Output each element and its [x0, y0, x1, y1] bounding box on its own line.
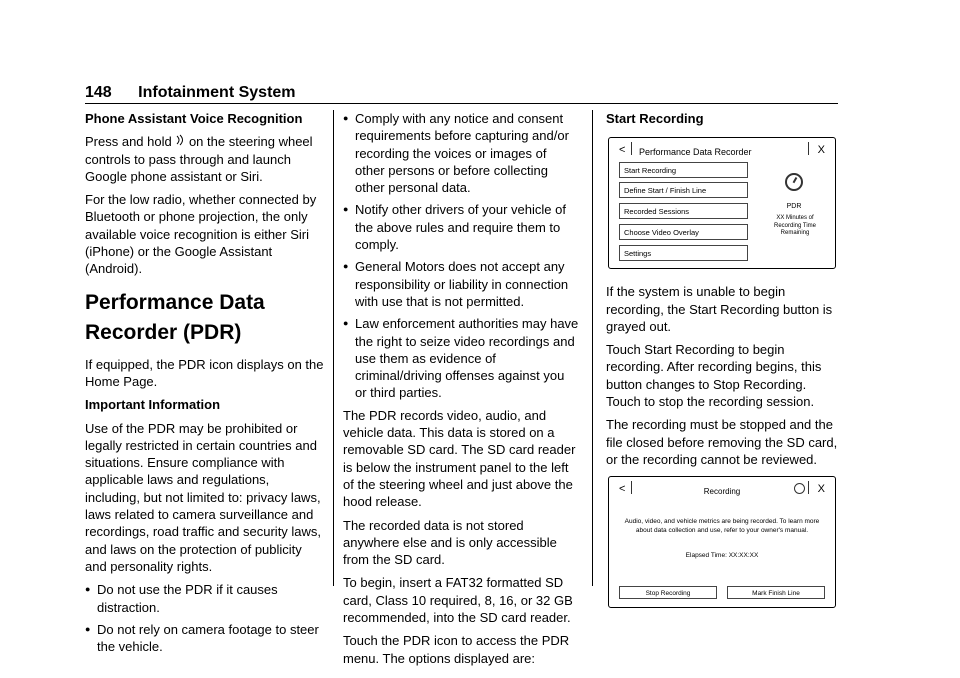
voice-paragraph: [85, 133, 325, 185]
list-item: ● Do not rely on camera footage to steer the vehicle.: [85, 621, 325, 656]
choose-video-overlay-button[interactable]: Choose Video Overlay: [619, 224, 748, 240]
voice-icon: [175, 134, 185, 146]
stop-before-remove-paragraph: The recording must be stopped and the file closed before removing the SD card, or the recording cannot be reviewed.: [606, 417, 838, 467]
col2-bullet-list: [343, 110, 579, 402]
recording-screen: [608, 476, 836, 608]
grayed-out-paragraph: If the system is unable to begin recording, the Start Recording button is grayed out.: [606, 284, 833, 334]
pdr-menu-screen: [608, 137, 836, 269]
important-info-heading: Important Information: [85, 397, 221, 413]
section-title: Infotainment System: [138, 84, 296, 101]
list-item: ● Law enforcement authorities may have the right to seize video recordings and use them as evidence of criminal/driving offenses against you or third parties.: [343, 315, 579, 401]
voice-paragraph-end: on the steering wheel controls to pass through and launch Google phone assistant or Siri.: [85, 134, 313, 184]
close-icon[interactable]: X: [817, 483, 825, 496]
start-recording-heading: Start Recording: [606, 111, 704, 126]
back-icon[interactable]: <: [619, 483, 626, 496]
start-recording-button[interactable]: Start Recording: [619, 162, 748, 178]
pdr-gauge-icon[interactable]: [785, 173, 803, 191]
column-divider: [592, 110, 593, 586]
recording-message: Audio, video, and vehicle metrics are being recorded. To learn more about data collection and use, refer to your owner's manual.: [624, 518, 820, 535]
screen-title: Recording: [703, 487, 741, 497]
column-divider: [333, 110, 334, 586]
pdr-label: PDR: [786, 203, 802, 211]
voice-recognition-heading: Phone Assistant Voice Recognition: [85, 111, 303, 126]
screen-title-bar: [609, 138, 835, 160]
define-start-finish-button[interactable]: Define Start / Finish Line: [619, 182, 748, 198]
pdr-heading: Performance Data Recorder (PDR): [85, 290, 265, 344]
pdr-records-paragraph: The PDR records video, audio, and vehicle data. This data is stored on a removable SD card. The SD card reader is below the instrument panel to the left of the steering wheel and just above the hood release.: [343, 407, 576, 510]
mark-finish-line-button[interactable]: Mark Finish Line: [727, 586, 825, 599]
col1-bullet-list: [85, 581, 325, 655]
stop-recording-button[interactable]: Stop Recording: [619, 586, 717, 599]
column-2: [343, 110, 579, 673]
recording-time-remaining: XX Minutes of Recording Time Remaining: [773, 215, 817, 237]
divider: [631, 142, 632, 155]
legal-paragraph: Use of the PDR may be prohibited or legally restricted in certain countries and situations. Ensure compliance with applicable laws and regulations, including, but not limited to: privacy laws, laws related to camera surveillance and recordings, road traffic and security laws, and laws on the protection of publicity and personality rights.: [85, 420, 322, 574]
close-icon[interactable]: X: [817, 144, 825, 157]
elapsed-time: [609, 547, 835, 564]
page-number: 148: [85, 84, 112, 101]
page-header: [85, 84, 296, 102]
divider: [808, 142, 809, 155]
data-storage-paragraph: The recorded data is not stored anywhere else and is only accessible from the SD card.: [343, 517, 557, 568]
list-item: ● General Motors does not accept any responsibility or liability in connection with use that is not permitted.: [343, 258, 579, 310]
low-radio-paragraph: For the low radio, whether connected by Bluetooth or phone projection, the only available voice recognition is either Siri (iPhone) or the Google Assistant (Android).: [85, 192, 317, 277]
elapsed-label: Elapsed: [685, 552, 710, 560]
header-rule: [85, 103, 838, 104]
screen-title: Performance Data Recorder: [639, 147, 752, 158]
pdr-menu-paragraph: Touch the PDR icon to access the PDR menu. The options displayed are:: [343, 633, 570, 666]
settings-button[interactable]: Settings: [619, 245, 748, 261]
column-1: [85, 110, 325, 660]
pdr-icon-paragraph: If equipped, the PDR icon displays on the Home Page.: [85, 356, 324, 389]
divider: [808, 481, 809, 494]
voice-paragraph-start: Press and hold: [85, 134, 176, 150]
list-item: ● Do not use the PDR if it causes distraction.: [85, 581, 325, 616]
list-item: ● Comply with any notice and consent requirements before capturing and/or recording the voices or images of other persons or before collecting other personal data.: [343, 110, 579, 196]
sd-card-paragraph: To begin, insert a FAT32 formatted SD card, Class 10 required, 8, 16, or 32 GB recommended, into the SD card reader.: [343, 575, 573, 626]
column-3: [606, 110, 838, 608]
screen-title-bar: [609, 477, 835, 499]
touch-start-paragraph: Touch Start Recording to begin recording. After recording begins, this button changes to Stop Recording. Touch to stop the recording session.: [606, 342, 822, 410]
recorded-sessions-button[interactable]: Recorded Sessions: [619, 203, 748, 219]
list-item: ● Notify other drivers of your vehicle of the above rules and require them to comply.: [343, 201, 579, 253]
elapsed-value: Time: XX:XX:XX: [710, 552, 759, 560]
back-icon[interactable]: <: [619, 144, 626, 157]
